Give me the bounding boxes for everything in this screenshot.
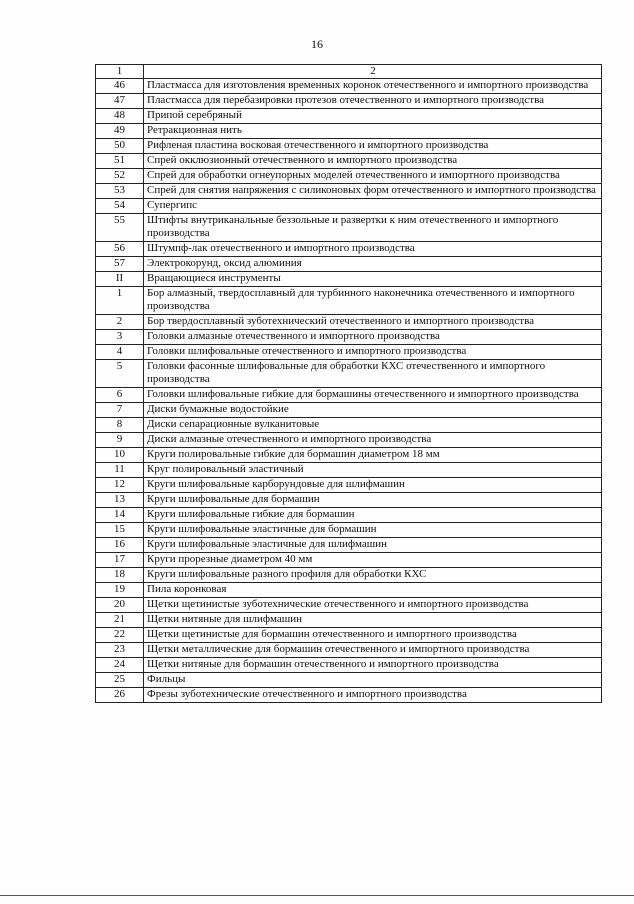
table-row — [96, 598, 602, 613]
row-item-name: Круг полировальный эластичный — [144, 463, 602, 478]
table-row — [96, 330, 602, 345]
table-row — [96, 94, 602, 109]
table-row — [96, 184, 602, 199]
row-number: 26 — [96, 688, 144, 703]
row-item-name: Круги шлифовальные разного профиля для обработки КХС — [144, 568, 602, 583]
row-item-name: Рифленая пластина восковая отечественного и импортного производства — [144, 139, 602, 154]
row-number: 13 — [96, 493, 144, 508]
header-col-1: 1 — [96, 65, 144, 79]
row-number: 4 — [96, 345, 144, 360]
row-item-name: Круги шлифовальные гибкие для бормашин — [144, 508, 602, 523]
table-row — [96, 388, 602, 403]
row-number: 18 — [96, 568, 144, 583]
row-item-name: Пластмасса для изготовления временных коронок отечественного и импортного производства — [144, 79, 602, 94]
row-number: 24 — [96, 658, 144, 673]
row-number: 54 — [96, 199, 144, 214]
row-number: 17 — [96, 553, 144, 568]
table-row — [96, 538, 602, 553]
table-row — [96, 287, 602, 315]
row-item-name: Штифты внутриканальные беззольные и развертки к ним отечественного и импортного производства — [144, 214, 602, 242]
row-item-name: Электрокорунд, оксид алюминия — [144, 257, 602, 272]
row-number: 23 — [96, 643, 144, 658]
table-header-row — [96, 65, 602, 79]
row-number: 47 — [96, 94, 144, 109]
table-row — [96, 583, 602, 598]
row-number: 2 — [96, 315, 144, 330]
row-item-name: Круги шлифовальные эластичные для бормашин — [144, 523, 602, 538]
row-number: 21 — [96, 613, 144, 628]
table-row — [96, 433, 602, 448]
row-number: 12 — [96, 478, 144, 493]
row-item-name: Припой серебряный — [144, 109, 602, 124]
table-body — [96, 65, 602, 703]
row-number: 46 — [96, 79, 144, 94]
table-row — [96, 418, 602, 433]
table-row — [96, 523, 602, 538]
table-row — [96, 658, 602, 673]
materials-table — [95, 64, 602, 703]
table-row — [96, 463, 602, 478]
row-item-name: Головки фасонные шлифовальные для обработки КХС отечественного и импортного производства — [144, 360, 602, 388]
row-number: 56 — [96, 242, 144, 257]
row-number: 53 — [96, 184, 144, 199]
row-item-name: Диски сепарационные вулканитовые — [144, 418, 602, 433]
table-row — [96, 154, 602, 169]
row-item-name: Круги прорезные диаметром 40 мм — [144, 553, 602, 568]
row-item-name: Круги полировальные гибкие для бормашин диаметром 18 мм — [144, 448, 602, 463]
row-item-name: Фрезы зуботехнические отечественного и импортного производства — [144, 688, 602, 703]
page-number: 16 — [311, 37, 323, 51]
row-item-name: Щетки щетинистые зуботехнические отечественного и импортного производства — [144, 598, 602, 613]
table-row — [96, 214, 602, 242]
row-number: 25 — [96, 673, 144, 688]
row-number: 7 — [96, 403, 144, 418]
row-item-name: Щетки нитяные для бормашин отечественного и импортного производства — [144, 658, 602, 673]
table-row — [96, 199, 602, 214]
row-number: 10 — [96, 448, 144, 463]
row-item-name: Головки алмазные отечественного и импортного производства — [144, 330, 602, 345]
row-number: 15 — [96, 523, 144, 538]
row-item-name: Головки шлифовальные отечественного и импортного производства — [144, 345, 602, 360]
row-item-name: Бор твердосплавный зуботехнический отечественного и импортного производства — [144, 315, 602, 330]
row-number: 9 — [96, 433, 144, 448]
row-number: 11 — [96, 463, 144, 478]
row-item-name: Круги шлифовальные эластичные для шлифмашин — [144, 538, 602, 553]
table-row — [96, 448, 602, 463]
scan-bottom-border — [0, 895, 634, 896]
table-row — [96, 169, 602, 184]
row-item-name: Диски бумажные водостойкие — [144, 403, 602, 418]
header-col-2: 2 — [144, 65, 602, 79]
table-row — [96, 478, 602, 493]
table-row — [96, 124, 602, 139]
row-number: 6 — [96, 388, 144, 403]
row-number: 20 — [96, 598, 144, 613]
row-item-name: Пила коронковая — [144, 583, 602, 598]
table-row — [96, 109, 602, 124]
table-row — [96, 553, 602, 568]
row-item-name: Супергипс — [144, 199, 602, 214]
table-row — [96, 272, 602, 287]
row-item-name: Щетки щетинистые для бормашин отечественного и импортного производства — [144, 628, 602, 643]
table-row — [96, 315, 602, 330]
row-number: II — [96, 272, 144, 287]
row-item-name: Спрей окклюзионный отечественного и импортного производства — [144, 154, 602, 169]
row-number: 52 — [96, 169, 144, 184]
table-row — [96, 257, 602, 272]
table-row — [96, 628, 602, 643]
table-row — [96, 360, 602, 388]
table-row — [96, 613, 602, 628]
table-row — [96, 673, 602, 688]
row-item-name: Бор алмазный, твердосплавный для турбинного наконечника отечественного и импортного производства — [144, 287, 602, 315]
row-number: 48 — [96, 109, 144, 124]
row-item-name: Вращающиеся инструменты — [144, 272, 602, 287]
row-item-name: Щетки металлические для бормашин отечественного и импортного производства — [144, 643, 602, 658]
row-item-name: Спрей для обработки огнеупорных моделей отечественного и импортного производства — [144, 169, 602, 184]
row-number: 1 — [96, 287, 144, 315]
row-number: 8 — [96, 418, 144, 433]
table-row — [96, 79, 602, 94]
row-item-name: Штумпф-лак отечественного и импортного производства — [144, 242, 602, 257]
row-item-name: Спрей для снятия напряжения с силиконовых форм отечественного и импортного производства — [144, 184, 602, 199]
table-row — [96, 403, 602, 418]
table-row — [96, 688, 602, 703]
table-row — [96, 568, 602, 583]
row-number: 19 — [96, 583, 144, 598]
table-row — [96, 493, 602, 508]
row-item-name: Круги шлифовальные карборундовые для шлифмашин — [144, 478, 602, 493]
table-row — [96, 508, 602, 523]
row-number: 51 — [96, 154, 144, 169]
table-row — [96, 242, 602, 257]
row-item-name: Пластмасса для перебазировки протезов отечественного и импортного производства — [144, 94, 602, 109]
row-number: 22 — [96, 628, 144, 643]
row-number: 57 — [96, 257, 144, 272]
table-row — [96, 139, 602, 154]
row-number: 5 — [96, 360, 144, 388]
row-item-name: Круги шлифовальные для бормашин — [144, 493, 602, 508]
row-number: 49 — [96, 124, 144, 139]
row-number: 14 — [96, 508, 144, 523]
row-item-name: Щетки нитяные для шлифмашин — [144, 613, 602, 628]
row-number: 16 — [96, 538, 144, 553]
row-item-name: Диски алмазные отечественного и импортного производства — [144, 433, 602, 448]
row-number: 55 — [96, 214, 144, 242]
row-item-name: Фильцы — [144, 673, 602, 688]
row-number: 50 — [96, 139, 144, 154]
table-row — [96, 345, 602, 360]
row-item-name: Ретракционная нить — [144, 124, 602, 139]
table-row — [96, 643, 602, 658]
row-item-name: Головки шлифовальные гибкие для бормашины отечественного и импортного производства — [144, 388, 602, 403]
row-number: 3 — [96, 330, 144, 345]
